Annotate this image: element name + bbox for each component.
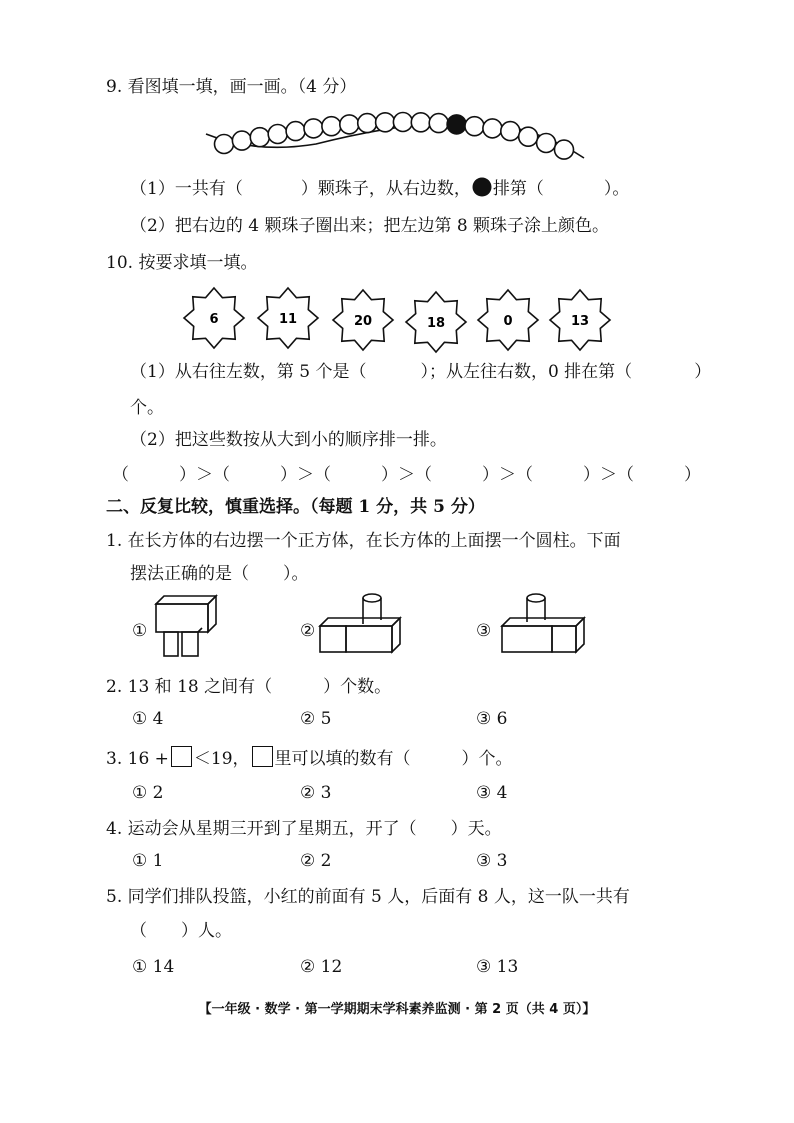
bead [304, 119, 323, 138]
bead [411, 113, 430, 132]
bead [232, 131, 251, 150]
bead [268, 125, 287, 144]
order-text: （ [112, 465, 129, 485]
order-text: ）＞（ [482, 465, 533, 485]
beads [206, 113, 584, 160]
choice1-option-2-label[interactable]: ② [300, 621, 316, 641]
q10-part1-text-c: ） [694, 362, 712, 382]
bead [555, 140, 574, 159]
choice5-option-1[interactable]: ① 14 [132, 957, 175, 977]
choice3-option-3[interactable]: ③ 4 [476, 783, 508, 803]
star-number: 18 [426, 316, 446, 331]
bead [465, 117, 484, 136]
star-number: 11 [278, 312, 298, 327]
black-bead [447, 115, 466, 134]
choice2-question: 2. 13 和 18 之间有（ ）个数。 [106, 677, 392, 697]
bead [358, 114, 377, 133]
choice2-option-1[interactable]: ① 4 [132, 709, 164, 729]
choice3-text-c: 里可以填的数有（ ）个。 [274, 749, 513, 769]
blocks-figure-1[interactable] [152, 594, 218, 658]
bead [501, 122, 520, 141]
choice5-option-3[interactable]: ③ 13 [476, 957, 519, 977]
q9-part1-text-d: ）。 [603, 179, 630, 199]
bead [393, 113, 412, 132]
star-number: 13 [570, 314, 590, 329]
choice5-question-cont: （ ）人。 [130, 921, 232, 941]
choice4-option-2[interactable]: ② 2 [300, 851, 332, 871]
answer-box-icon [171, 746, 192, 767]
choice3-text-b: ＜19， [193, 749, 250, 769]
bead [537, 134, 556, 153]
answer-box-icon [252, 746, 273, 767]
bead [286, 122, 305, 141]
q10-part1 [130, 361, 711, 383]
q10-part2: （2）把这些数按从大到小的顺序排一排。 [130, 430, 447, 450]
choice3-option-2[interactable]: ② 3 [300, 783, 332, 803]
choice4-option-3[interactable]: ③ 3 [476, 851, 508, 871]
choice2-option-3[interactable]: ③ 6 [476, 709, 508, 729]
order-text: ） [684, 465, 701, 485]
q9-part2: （2）把右边的 4 颗珠子圈出来；把左边第 8 颗珠子涂上颜色。 [130, 216, 610, 236]
order-text: ）＞（ [280, 465, 331, 485]
bead-string-figure [196, 106, 596, 176]
bead [215, 135, 234, 154]
star-number: 6 [209, 312, 219, 327]
star-number: 0 [503, 314, 513, 329]
bead [250, 128, 269, 147]
star-card-2 [256, 286, 320, 350]
star-card-4 [404, 290, 468, 354]
choice1-question-cont: 摆法正确的是（ ）。 [130, 564, 309, 584]
q9-part1-text-c: 排第（ [492, 179, 544, 199]
choice1-question: 1. 在长方体的右边摆一个正方体，在长方体的上面摆一个圆柱。下面 [106, 531, 621, 551]
order-text: ）＞（ [381, 465, 432, 485]
choice1-option-3-label[interactable]: ③ [476, 621, 492, 641]
black-bead-icon [471, 177, 493, 197]
choice1-option-1-label[interactable]: ① [132, 621, 148, 641]
bead [322, 117, 341, 136]
choice4-option-1[interactable]: ① 1 [132, 851, 164, 871]
bead [340, 115, 359, 134]
bead [376, 113, 395, 132]
bead [519, 127, 538, 146]
q10-part1-cont: 个。 [130, 398, 164, 418]
bead [483, 119, 502, 138]
q10-part1-text-a: （1）从右往左数，第 5 个是（ [130, 362, 367, 382]
choice3-question [106, 746, 513, 770]
blocks-figure-2[interactable] [318, 590, 402, 658]
star-card-1 [182, 286, 246, 350]
bead [429, 114, 448, 133]
order-text: ）＞（ [583, 465, 634, 485]
star-card-6 [548, 288, 612, 352]
choice5-option-2[interactable]: ② 12 [300, 957, 343, 977]
choice3-option-1[interactable]: ① 2 [132, 783, 164, 803]
choice5-question: 5. 同学们排队投篮，小红的前面有 5 人，后面有 8 人，这一队一共有 [106, 887, 630, 907]
q9-part1-text-b: ）颗珠子，从右边数， [300, 179, 471, 199]
star-card-5 [476, 288, 540, 352]
choice4-question: 4. 运动会从星期三开到了星期五，开了（ ）天。 [106, 819, 502, 839]
choice3-text-a: 3. 16 + [106, 749, 169, 769]
star-card-3 [331, 288, 395, 352]
q9-part1 [130, 177, 629, 200]
choice2-option-2[interactable]: ② 5 [300, 709, 332, 729]
q10-title: 10. 按要求填一填。 [106, 253, 258, 273]
page-footer: 【一年级 · 数学 · 第一学期期末学科素养监测 · 第 2 页（共 4 页）】 [198, 1002, 596, 1017]
section-2-title: 二、反复比较，慎重选择。（每题 1 分，共 5 分） [106, 497, 485, 517]
star-number: 20 [353, 314, 373, 329]
q10-part1-text-b: ）；从左往右数，0 排在第（ [420, 362, 633, 382]
q9-part1-text-a: （1）一共有（ [130, 179, 243, 199]
order-text: ）＞（ [179, 465, 230, 485]
order-line [112, 464, 701, 486]
blocks-figure-3[interactable] [500, 590, 586, 658]
q9-title: 9. 看图填一填，画一画。（4 分） [106, 77, 357, 97]
